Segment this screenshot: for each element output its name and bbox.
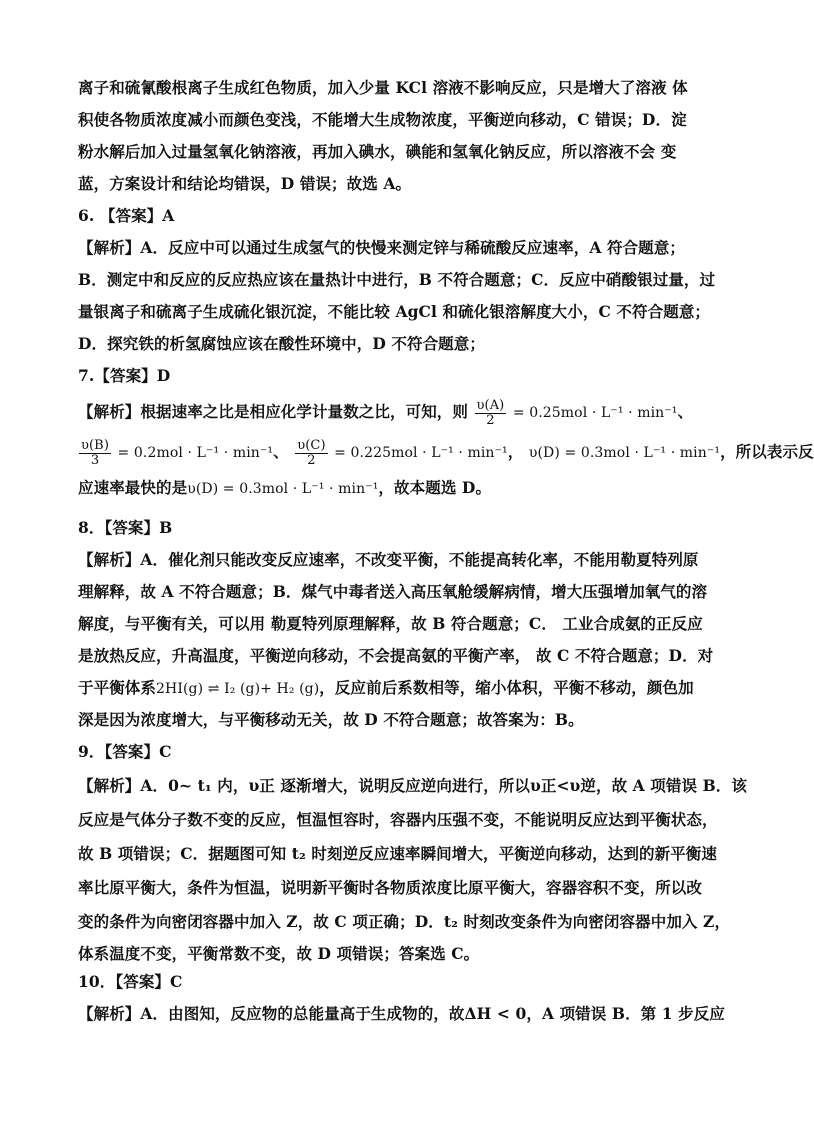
q7-line-3-text: 应速率最快的是 — [78, 478, 188, 497]
q8-line-6: 深是因为浓度增大，与平衡移动无关，故 D 不符合题意；故答案为：B。 — [78, 710, 584, 729]
q9-line-3: 故 B 项错误；C．据题图可知 t₂ 时刻逆反应速率瞬间增大，平衡逆向移动，达到的新平衡速 — [78, 844, 717, 863]
separator: 、 — [677, 402, 694, 421]
rate-vC: = 0.225mol · L⁻¹ · min⁻¹ — [334, 445, 508, 461]
q6-line-1: 【解析】A．反应中可以通过生成氢气的快慢来测定锌与稀硫酸反应速率，A 符合题意； — [78, 238, 685, 257]
q9-line-6: 体系温度不变，平衡常数不变，故 D 项错误；答案选 C。 — [78, 944, 480, 963]
fraction-vA — [475, 399, 507, 428]
fraction-vC-den: 2 — [307, 452, 316, 468]
rate-vD-conclusion: υ(D) = 0.3mol · L⁻¹ · min⁻¹ — [187, 481, 379, 497]
q6-answer: 6. 【答案】A — [78, 206, 175, 225]
q10-answer: 10．【答案】C — [78, 972, 183, 991]
q8-line-2: 理解释，故 A 不符合题意；B．煤气中毒者送入高压氧舱缓解病情，增大压强增加氧气的溶 — [78, 582, 708, 601]
q10-line-1: 【解析】A．由图知，反应物的总能量高于生成物的，故ΔH < 0，A 项错误 B．第 1 步反应 — [78, 1004, 725, 1023]
q9-answer: 9．【答案】C — [78, 742, 172, 761]
q8-line-3: 解度，与平衡有关，可以用 勒夏特列原理解释，故 B 符合题意；C． 工业合成氨的正反应 — [78, 614, 703, 633]
q5-line-1: 离子和硫氰酸根离子生成红色物质，加入少量 KCl 溶液不影响反应，只是增大了溶液 体 — [78, 78, 688, 97]
fraction-vB-den: 3 — [90, 452, 100, 468]
separator: 、 — [273, 442, 289, 461]
fraction-vA-num: υ(A) — [476, 397, 505, 413]
q7-line-2-tail: ，所以表示反 — [720, 442, 814, 461]
fraction-vB-num: υ(B) — [81, 437, 109, 453]
q8-answer: 8．【答案】B — [78, 518, 173, 537]
q7-line-3-tail: ，故本题选 D。 — [378, 478, 492, 497]
fraction-vC-num: υ(C) — [297, 437, 326, 453]
q8-line-5-post: ，反应前后系数相等，缩小体积，平衡不移动，颜色加 — [319, 678, 694, 697]
q8-line-4: 是放热反应，升高温度，平衡逆向移动，不会提高氨的平衡产率， 故 C 不符合题意；D．对 — [78, 646, 714, 665]
fraction-vB — [79, 439, 111, 468]
q5-line-4: 蓝，方案设计和结论均错误，D 错误；故选 A。 — [78, 174, 412, 193]
q8-line-5-pre: 于平衡体系 — [78, 678, 157, 697]
q9-line-1: 【解析】A．0~ t₁ 内，υ正 逐渐增大，说明反应逆向进行，所以υ正<υ逆，故 A 项错误 B．该 — [78, 776, 748, 795]
q7-line-3 — [78, 478, 718, 499]
q9-line-4: 率比原平衡大，条件为恒温，说明新平衡时各物质浓度比原平衡大，容器容积不变，所以改 — [78, 878, 703, 897]
q9-line-2: 反应是气体分子数不变的反应，恒温恒容时，容器内压强不变，不能说明反应达到平衡状态， — [78, 810, 718, 829]
rate-vB: = 0.2mol · L⁻¹ · min⁻¹ — [117, 445, 274, 461]
q7-line-2: $\frac{\upsilon(B)}{3}$ = 0.2mol · L⁻¹ · min⁻¹、 $\frac{\upsilon(C)}{2}$ = 0.225mol · L⁻¹ · min⁻¹， υ(D) = 0.3mol · L⁻¹ · min⁻¹，所以表示反 — [81, 437, 814, 468]
fraction-vA-den: 2 — [486, 412, 495, 428]
equilibrium-equation: 2HI(g) ⇌ I₂ (g)+ H₂ (g) — [156, 681, 320, 697]
fraction-vC — [295, 439, 327, 468]
q8-line-1: 【解析】A．催化剂只能改变反应速率，不改变平衡，不能提高转化率，不能用勒夏特列原 — [78, 550, 699, 569]
q7-text: 【解析】根据速率之比是相应化学计量数之比，可知，则 — [78, 402, 469, 421]
q7-line-1 — [78, 396, 718, 428]
q5-line-3: 粉水解后加入过量氢氧化钠溶液，再加入碘水，碘能和氢氧化钠反应，所以溶液不会 变 — [78, 142, 677, 161]
q6-line-4: D．探究铁的析氢腐蚀应该在酸性环境中，D 不符合题意； — [78, 334, 485, 353]
rate-vA: = 0.25mol · L⁻¹ · min⁻¹ — [512, 405, 678, 421]
q6-line-2: B．测定中和反应的反应热应该在量热计中进行，B 不符合题意；C．反应中硝酸银过量，过 — [78, 270, 716, 289]
rate-vD: υ(D) = 0.3mol · L⁻¹ · min⁻¹ — [528, 445, 721, 461]
q7-answer: 7.【答案】D — [78, 366, 171, 385]
q9-line-5: 变的条件为向密闭容器中加入 Z，故 C 项正确；D．t₂ 时刻改变条件为向密闭容器中加入 Z， — [78, 912, 731, 931]
q8-line-5 — [78, 678, 718, 699]
q6-line-3: 量银离子和硫离子生成硫化银沉淀，不能比较 AgCl 和硫化银溶解度大小，C 不符合题意； — [78, 302, 711, 321]
q5-line-2: 积使各物质浓度减小而颜色变浅，不能增大生成物浓度，平衡逆向移动，C 错误；D．淀 — [78, 110, 687, 129]
